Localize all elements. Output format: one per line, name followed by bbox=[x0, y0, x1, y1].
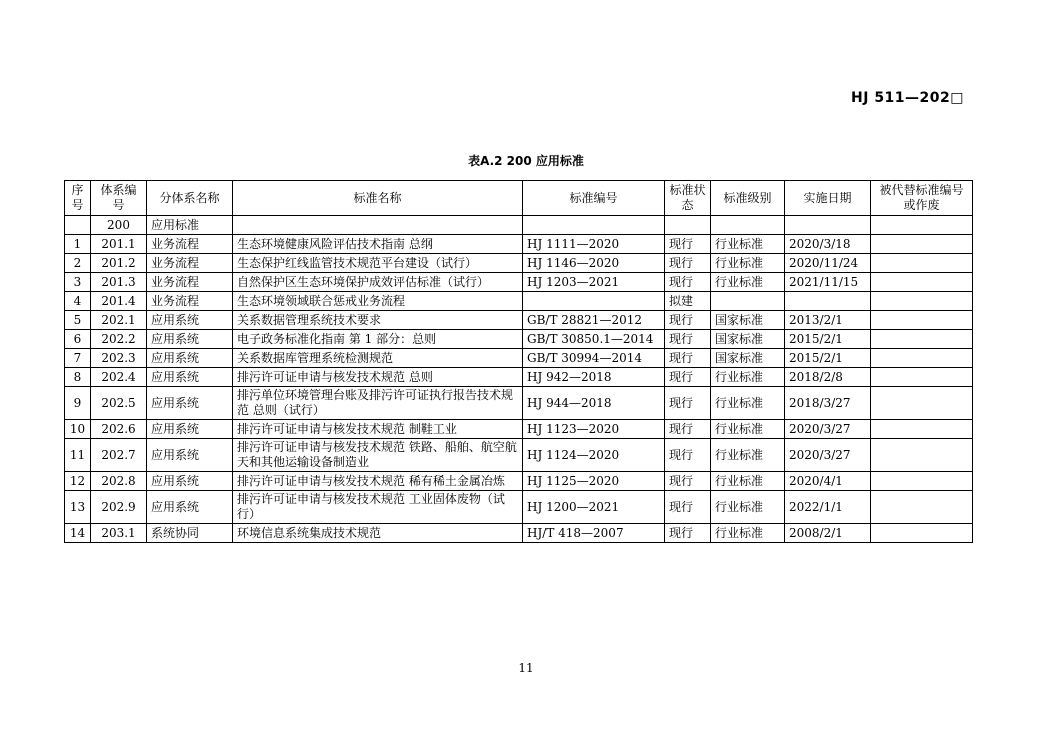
column-header: 被代替标准编号或作废 bbox=[871, 181, 973, 216]
table-row bbox=[65, 330, 973, 349]
standard-number: HJ 1203—2021 bbox=[523, 273, 665, 292]
standard-number: GB/T 30850.1—2014 bbox=[523, 330, 665, 349]
table-row bbox=[65, 439, 973, 472]
system-code: 202.6 bbox=[91, 420, 147, 439]
standard-name: 排污许可证申请与核发技术规范 稀有稀土金属冶炼 bbox=[233, 472, 523, 491]
standard-code-header: HJ 511—202□ bbox=[851, 90, 964, 106]
standard-name: 生态环境健康风险评估技术指南 总纲 bbox=[233, 235, 523, 254]
standard-level: 行业标准 bbox=[711, 273, 785, 292]
standard-level: 行业标准 bbox=[711, 420, 785, 439]
standard-level: 行业标准 bbox=[711, 439, 785, 472]
row-number: 13 bbox=[65, 491, 91, 524]
standard-level: 行业标准 bbox=[711, 387, 785, 420]
standard-number: HJ/T 418—2007 bbox=[523, 524, 665, 543]
subsystem-name: 应用标准 bbox=[147, 216, 233, 235]
table-row bbox=[65, 273, 973, 292]
table-row bbox=[65, 524, 973, 543]
standard-number: HJ 944—2018 bbox=[523, 387, 665, 420]
standard-number bbox=[523, 216, 665, 235]
system-code: 202.9 bbox=[91, 491, 147, 524]
effective-date: 2018/2/8 bbox=[785, 368, 871, 387]
subsystem-name: 业务流程 bbox=[147, 292, 233, 311]
subsystem-name: 应用系统 bbox=[147, 387, 233, 420]
standard-level bbox=[711, 216, 785, 235]
column-header: 分体系名称 bbox=[147, 181, 233, 216]
system-code: 202.2 bbox=[91, 330, 147, 349]
standard-status: 现行 bbox=[665, 524, 711, 543]
standard-level: 国家标准 bbox=[711, 349, 785, 368]
standard-level: 国家标准 bbox=[711, 330, 785, 349]
effective-date bbox=[785, 292, 871, 311]
system-code: 201.2 bbox=[91, 254, 147, 273]
replaced-standard bbox=[871, 235, 973, 254]
row-number: 10 bbox=[65, 420, 91, 439]
subsystem-name: 业务流程 bbox=[147, 254, 233, 273]
standard-name: 排污许可证申请与核发技术规范 工业固体废物（试行） bbox=[233, 491, 523, 524]
standard-level: 行业标准 bbox=[711, 491, 785, 524]
row-number: 6 bbox=[65, 330, 91, 349]
replaced-standard bbox=[871, 330, 973, 349]
standard-number: HJ 1124—2020 bbox=[523, 439, 665, 472]
row-number: 7 bbox=[65, 349, 91, 368]
replaced-standard bbox=[871, 472, 973, 491]
replaced-standard bbox=[871, 311, 973, 330]
standard-name: 排污许可证申请与核发技术规范 总则 bbox=[233, 368, 523, 387]
standard-status: 现行 bbox=[665, 368, 711, 387]
standard-name: 关系数据库管理系统检测规范 bbox=[233, 349, 523, 368]
standard-level: 行业标准 bbox=[711, 368, 785, 387]
column-header: 标准编号 bbox=[523, 181, 665, 216]
table-row bbox=[65, 387, 973, 420]
standard-level: 行业标准 bbox=[711, 524, 785, 543]
table-header-row bbox=[65, 181, 973, 216]
standard-number bbox=[523, 292, 665, 311]
standard-name: 排污许可证申请与核发技术规范 铁路、船舶、航空航天和其他运输设备制造业 bbox=[233, 439, 523, 472]
standard-status: 现行 bbox=[665, 349, 711, 368]
system-code: 201.4 bbox=[91, 292, 147, 311]
replaced-standard bbox=[871, 524, 973, 543]
effective-date: 2013/2/1 bbox=[785, 311, 871, 330]
standard-level: 国家标准 bbox=[711, 311, 785, 330]
page-number: 11 bbox=[518, 661, 534, 675]
system-code: 202.1 bbox=[91, 311, 147, 330]
effective-date: 2020/11/24 bbox=[785, 254, 871, 273]
subsystem-name: 应用系统 bbox=[147, 439, 233, 472]
system-code: 201.3 bbox=[91, 273, 147, 292]
table-row bbox=[65, 491, 973, 524]
row-number: 9 bbox=[65, 387, 91, 420]
standard-level: 行业标准 bbox=[711, 235, 785, 254]
standard-level bbox=[711, 292, 785, 311]
system-code: 203.1 bbox=[91, 524, 147, 543]
row-number: 2 bbox=[65, 254, 91, 273]
standard-number: GB/T 30994—2014 bbox=[523, 349, 665, 368]
standard-number: HJ 1125—2020 bbox=[523, 472, 665, 491]
standard-status: 现行 bbox=[665, 254, 711, 273]
system-code: 202.4 bbox=[91, 368, 147, 387]
effective-date: 2020/3/27 bbox=[785, 439, 871, 472]
standards-table bbox=[64, 180, 973, 543]
standard-name: 生态保护红线监管技术规范平台建设（试行） bbox=[233, 254, 523, 273]
standard-name: 排污单位环境管理台账及排污许可证执行报告技术规范 总则（试行） bbox=[233, 387, 523, 420]
standard-name: 关系数据管理系统技术要求 bbox=[233, 311, 523, 330]
row-number: 1 bbox=[65, 235, 91, 254]
standard-number: HJ 1123—2020 bbox=[523, 420, 665, 439]
standard-status: 现行 bbox=[665, 439, 711, 472]
standard-status: 现行 bbox=[665, 330, 711, 349]
row-number: 5 bbox=[65, 311, 91, 330]
subsystem-name: 应用系统 bbox=[147, 330, 233, 349]
column-header: 标准状态 bbox=[665, 181, 711, 216]
replaced-standard bbox=[871, 349, 973, 368]
replaced-standard bbox=[871, 491, 973, 524]
system-code: 202.7 bbox=[91, 439, 147, 472]
standard-status: 现行 bbox=[665, 491, 711, 524]
standard-number: GB/T 28821—2012 bbox=[523, 311, 665, 330]
standard-level: 行业标准 bbox=[711, 472, 785, 491]
standard-status: 现行 bbox=[665, 311, 711, 330]
standard-name: 排污许可证申请与核发技术规范 制鞋工业 bbox=[233, 420, 523, 439]
standard-number: HJ 1146—2020 bbox=[523, 254, 665, 273]
system-code: 201.1 bbox=[91, 235, 147, 254]
system-code: 202.3 bbox=[91, 349, 147, 368]
effective-date: 2018/3/27 bbox=[785, 387, 871, 420]
replaced-standard bbox=[871, 439, 973, 472]
row-number: 3 bbox=[65, 273, 91, 292]
standard-name: 环境信息系统集成技术规范 bbox=[233, 524, 523, 543]
subsystem-name: 应用系统 bbox=[147, 491, 233, 524]
table-row bbox=[65, 349, 973, 368]
row-number: 12 bbox=[65, 472, 91, 491]
replaced-standard bbox=[871, 368, 973, 387]
standard-status: 现行 bbox=[665, 235, 711, 254]
effective-date: 2015/2/1 bbox=[785, 330, 871, 349]
subsystem-name: 应用系统 bbox=[147, 368, 233, 387]
replaced-standard bbox=[871, 387, 973, 420]
subsystem-name: 系统协同 bbox=[147, 524, 233, 543]
standard-name: 电子政务标准化指南 第 1 部分：总则 bbox=[233, 330, 523, 349]
column-header: 实施日期 bbox=[785, 181, 871, 216]
standard-status: 现行 bbox=[665, 387, 711, 420]
effective-date: 2021/11/15 bbox=[785, 273, 871, 292]
category-row bbox=[65, 216, 973, 235]
standard-number: HJ 1111—2020 bbox=[523, 235, 665, 254]
replaced-standard bbox=[871, 420, 973, 439]
row-number: 14 bbox=[65, 524, 91, 543]
table-row bbox=[65, 472, 973, 491]
system-code: 202.5 bbox=[91, 387, 147, 420]
effective-date: 2008/2/1 bbox=[785, 524, 871, 543]
column-header: 标准级别 bbox=[711, 181, 785, 216]
subsystem-name: 业务流程 bbox=[147, 273, 233, 292]
effective-date: 2022/1/1 bbox=[785, 491, 871, 524]
subsystem-name: 应用系统 bbox=[147, 472, 233, 491]
standard-status: 拟建 bbox=[665, 292, 711, 311]
standard-name: 生态环境领域联合惩戒业务流程 bbox=[233, 292, 523, 311]
system-code: 200 bbox=[91, 216, 147, 235]
subsystem-name: 应用系统 bbox=[147, 420, 233, 439]
standard-status: 现行 bbox=[665, 420, 711, 439]
standard-number: HJ 1200—2021 bbox=[523, 491, 665, 524]
replaced-standard bbox=[871, 292, 973, 311]
table-row bbox=[65, 292, 973, 311]
effective-date: 2015/2/1 bbox=[785, 349, 871, 368]
standard-level: 行业标准 bbox=[711, 254, 785, 273]
column-header: 体系编号 bbox=[91, 181, 147, 216]
column-header: 标准名称 bbox=[233, 181, 523, 216]
replaced-standard bbox=[871, 254, 973, 273]
subsystem-name: 应用系统 bbox=[147, 311, 233, 330]
effective-date: 2020/4/1 bbox=[785, 472, 871, 491]
system-code: 202.8 bbox=[91, 472, 147, 491]
row-number bbox=[65, 216, 91, 235]
standard-number: HJ 942—2018 bbox=[523, 368, 665, 387]
table-body bbox=[65, 216, 973, 543]
effective-date bbox=[785, 216, 871, 235]
standard-status bbox=[665, 216, 711, 235]
table-row bbox=[65, 368, 973, 387]
row-number: 11 bbox=[65, 439, 91, 472]
table-title: 表A.2 200 应用标准 bbox=[468, 154, 584, 168]
table-row bbox=[65, 235, 973, 254]
row-number: 8 bbox=[65, 368, 91, 387]
standard-name bbox=[233, 216, 523, 235]
standard-name: 自然保护区生态环境保护成效评估标准（试行） bbox=[233, 273, 523, 292]
effective-date: 2020/3/27 bbox=[785, 420, 871, 439]
effective-date: 2020/3/18 bbox=[785, 235, 871, 254]
standard-status: 现行 bbox=[665, 472, 711, 491]
column-header: 序号 bbox=[65, 181, 91, 216]
standard-status: 现行 bbox=[665, 273, 711, 292]
table-row bbox=[65, 420, 973, 439]
replaced-standard bbox=[871, 273, 973, 292]
subsystem-name: 应用系统 bbox=[147, 349, 233, 368]
replaced-standard bbox=[871, 216, 973, 235]
table-row bbox=[65, 311, 973, 330]
row-number: 4 bbox=[65, 292, 91, 311]
table-row bbox=[65, 254, 973, 273]
subsystem-name: 业务流程 bbox=[147, 235, 233, 254]
